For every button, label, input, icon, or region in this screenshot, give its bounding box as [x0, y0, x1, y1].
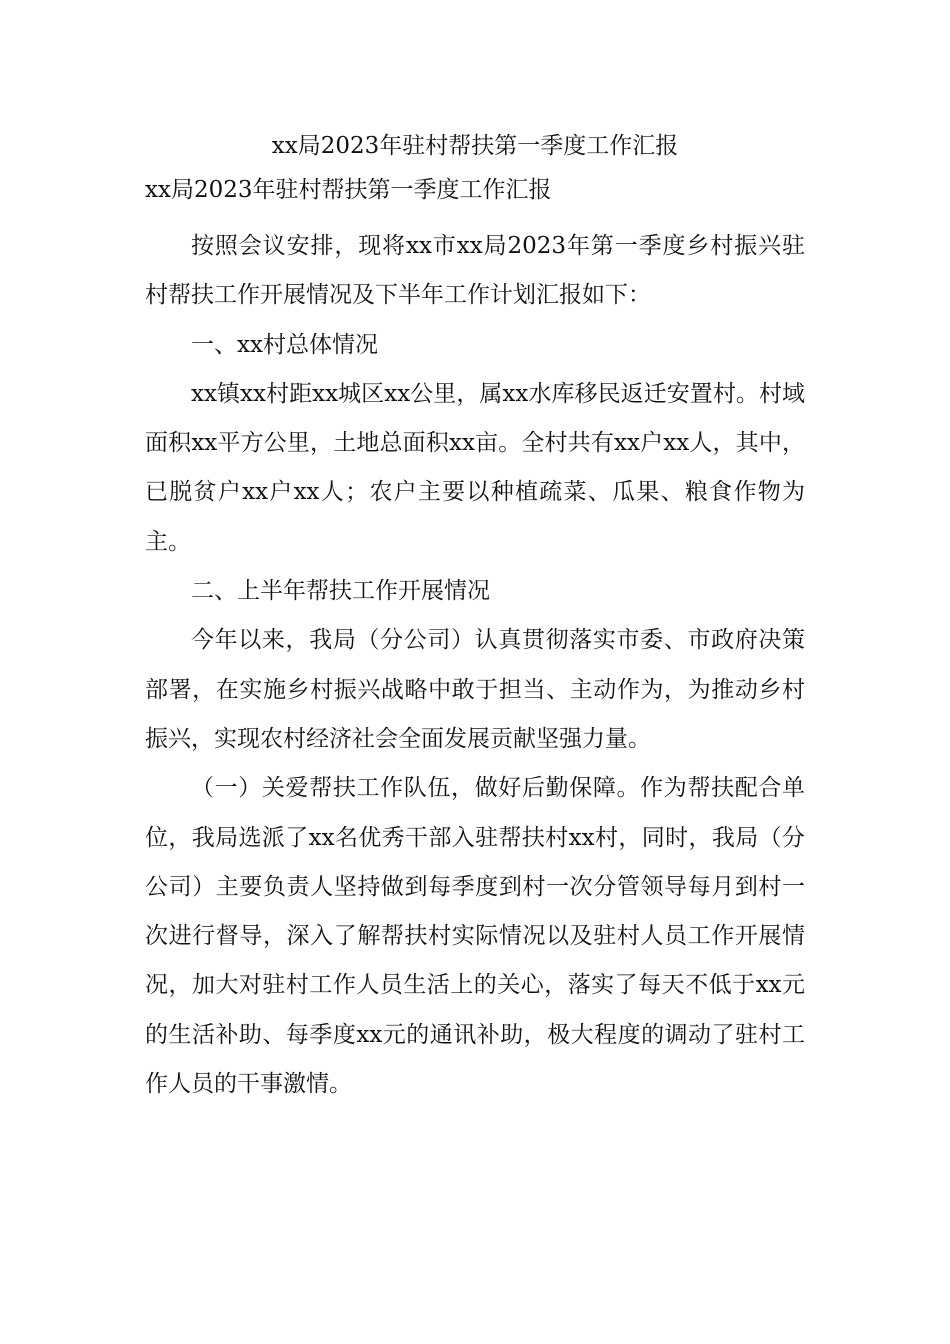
section-2-item-1-paragraph: （一）关爱帮扶工作队伍，做好后勤保障。作为帮扶配合单位，我局选派了xx名优秀干部入驻帮扶村xx村，同时，我局（分公司）主要负责人坚持做到每季度到村一次分管领导每月到村一次进行督导，深入了解帮扶村实际情况以及驻村人员工作开展情况，加大对驻村工作人员生活上的关心，落实了每天不低于xx元的生活补助、每季度xx元的通讯补助，极大程度的调动了驻村工作人员的干事激情。: [145, 775, 805, 1098]
document-title: xx局2023年驻村帮扶第一季度工作汇报: [271, 133, 679, 159]
section-2-heading: 二、上半年帮扶工作开展情况: [191, 578, 490, 605]
section-1-paragraph: xx镇xx村距xx城区xx公里，属xx水库移民返迁安置村。村域面积xx平方公里，土地总面积xx亩。全村共有xx户xx人，其中，已脱贫户xx户xx人；农户主要以种植疏菜、瓜果、粮食作物为主。: [145, 380, 805, 555]
intro-paragraph: 按照会议安排，现将xx市xx局2023年第一季度乡村振兴驻村帮扶工作开展情况及下半年工作计划汇报如下：: [145, 233, 805, 309]
section-1-heading: 一、xx村总体情况: [191, 331, 378, 358]
section-2-paragraph: 今年以来，我局（分公司）认真贯彻落实市委、市政府决策部署，在实施乡村振兴战略中敢于担当、主动作为，为推动乡村振兴，实现农村经济社会全面发展贡献坚强力量。: [145, 627, 805, 752]
document-subtitle: xx局2023年驻村帮扶第一季度工作汇报: [145, 177, 552, 203]
document-page: [145, 128, 805, 1109]
